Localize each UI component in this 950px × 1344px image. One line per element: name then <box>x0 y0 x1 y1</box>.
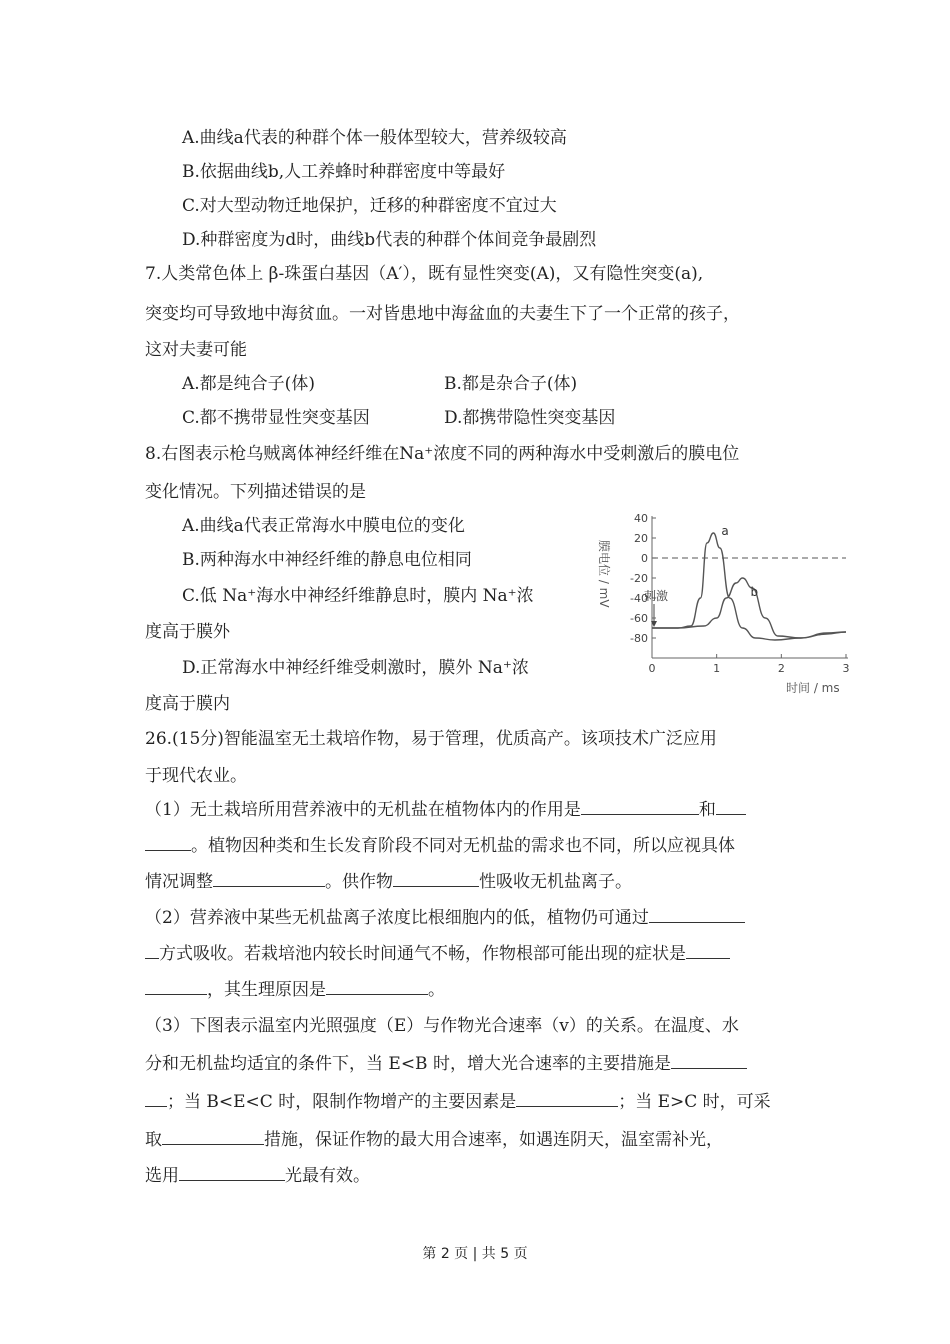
y-tick-label: -20 <box>630 572 648 585</box>
q7-option-c: C.都不携带显性突变基因 <box>182 408 370 428</box>
q26-part1-line2 <box>145 834 735 858</box>
q26-part3-line3 <box>145 1090 771 1114</box>
q26-part3-text-c: ；当 B<E<C 时，限制作物增产的主要因素是 <box>167 1092 517 1112</box>
curve-label-a: a <box>721 524 729 538</box>
q7-stem-line1: 7.人类常色体上 β-珠蛋白基因（A′），既有显性突变(A)，又有隐性突变(a), <box>145 264 704 284</box>
q6-option-b: B.依据曲线b,人工养蜂时种群密度中等最好 <box>182 162 506 182</box>
answer-blank-5b[interactable] <box>145 942 159 959</box>
q26-part3-line2 <box>145 1052 747 1076</box>
q7-option-d: D.都携带隐性突变基因 <box>444 408 616 428</box>
q8-option-c-line2: 度高于膜外 <box>145 622 230 642</box>
q7-option-b: B.都是杂合子(体) <box>444 374 578 394</box>
q26-part1-line1 <box>145 798 746 822</box>
q7-stem-line2: 突变均可导致地中海贫血。一对皆患地中海盆血的夫妻生下了一个正常的孩子， <box>145 304 740 324</box>
page-footer: 第 2 页 | 共 5 页 <box>422 1246 528 1262</box>
q26-part1-text-d: 情况调整 <box>145 872 213 892</box>
y-tick-label: -60 <box>630 612 648 625</box>
answer-blank-1[interactable] <box>581 798 699 815</box>
q8-option-d-line1: D.正常海水中神经纤维受刺激时，膜外 Na⁺浓 <box>182 658 529 678</box>
q8-option-a: A.曲线a代表正常海水中膜电位的变化 <box>182 516 465 536</box>
q26-part3-text-f: 措施，保证作物的最大用合速率，如遇连阴天，温室需补光， <box>264 1130 723 1150</box>
answer-blank-7[interactable] <box>326 978 428 995</box>
q6-option-d: D.种群密度为d时，曲线b代表的种群个体间竞争最剧烈 <box>182 230 597 250</box>
y-tick-label: -40 <box>630 592 648 605</box>
answer-blank-2a[interactable] <box>716 798 746 815</box>
q7-stem-line3: 这对夫妻可能 <box>145 340 247 360</box>
q26-part2-line2 <box>145 942 730 966</box>
answer-blank-8b[interactable] <box>145 1090 167 1107</box>
x-axis-label: 时间 / ms <box>786 681 840 695</box>
q8-stem-line2: 变化情况。下列描述错误的是 <box>145 482 366 502</box>
q6-option-c: C.对大型动物迁地保护，迁移的种群密度不宜过大 <box>182 196 557 216</box>
q26-part2-text-c: ，其生理原因是 <box>207 980 326 1000</box>
q26-part2-line1 <box>145 906 745 930</box>
q26-part3-line5 <box>145 1164 370 1188</box>
q26-part3-text-e: 取 <box>145 1130 162 1150</box>
curve-label-b: b <box>750 585 759 599</box>
q26-part3-line1: （3）下图表示温室内光照强度（E）与作物光合速率（v）的关系。在温度、水 <box>145 1016 739 1036</box>
answer-blank-11[interactable] <box>179 1164 285 1181</box>
q26-part2-line3 <box>145 978 445 1002</box>
y-axis-label: 膜电位 / mV <box>597 540 611 608</box>
q26-part2-text-a: （2）营养液中某些无机盐离子浓度比根细胞内的低，植物仍可通过 <box>145 908 649 928</box>
q26-part1-text-b: 和 <box>698 800 716 820</box>
y-tick-label: 40 <box>634 512 648 525</box>
q26-part3-text-d: ；当 E>C 时，可采 <box>618 1092 771 1112</box>
q26-part1-line3 <box>145 870 632 894</box>
y-tick-label: 20 <box>634 532 648 545</box>
q26-part1-text-e: 。供作物 <box>325 872 393 892</box>
answer-blank-6b[interactable] <box>145 978 207 995</box>
q6-option-a: A.曲线a代表的种群个体一般体型较大，营养级较高 <box>182 128 567 148</box>
q26-part3-line4 <box>145 1128 723 1152</box>
q26-part1-text-a: （1）无土栽培所用营养液中的无机盐在植物体内的作用是 <box>145 800 581 820</box>
chart-series <box>652 524 846 640</box>
answer-blank-6a[interactable] <box>686 942 730 959</box>
stimulus-label: 刺激 <box>644 589 669 603</box>
x-tick-label: 0 <box>648 662 656 675</box>
q8-option-b: B.两种海水中神经纤维的静息电位相同 <box>182 550 472 570</box>
q26-part2-text-d: 。 <box>428 980 445 1000</box>
answer-blank-9[interactable] <box>516 1090 618 1107</box>
q26-part1-text-c: 。植物因种类和生长发育阶段不同对无机盐的需求也不同，所以应视具体 <box>191 836 735 856</box>
q8-option-c-line1: C.低 Na⁺海水中神经纤维静息时，膜内 Na⁺浓 <box>182 586 534 606</box>
q26-part2-text-b: 方式吸收。若栽培池内较长时间通气不畅，作物根部可能出现的症状是 <box>159 944 686 964</box>
q7-option-a: A.都是纯合子(体) <box>182 374 315 394</box>
q8-option-d-line2: 度高于膜内 <box>145 694 230 714</box>
y-tick-label: -80 <box>630 632 648 645</box>
q26-stem-line1: 26.(15分)智能温室无土栽培作物，易于管理，优质高产。该项技术广泛应用 <box>145 729 717 749</box>
x-tick-label: 3 <box>842 662 850 675</box>
answer-blank-8a[interactable] <box>671 1052 747 1069</box>
answer-blank-3[interactable] <box>213 870 325 887</box>
membrane-potential-chart <box>588 508 858 698</box>
q26-stem-line2: 于现代农业。 <box>145 766 247 786</box>
x-tick-label: 1 <box>713 662 721 675</box>
q8-stem-line1: 8.右图表示枪乌贼离体神经纤维在Na⁺浓度不同的两种海水中受刺激后的膜电位 <box>145 444 740 464</box>
q26-part1-text-f: 性吸收无机盐离子。 <box>479 872 632 892</box>
x-tick-label: 2 <box>777 662 785 675</box>
curve-b <box>652 578 846 638</box>
answer-blank-2b[interactable] <box>145 834 191 851</box>
answer-blank-10[interactable] <box>162 1128 264 1145</box>
y-tick-label: 0 <box>641 552 648 565</box>
answer-blank-5a[interactable] <box>649 906 745 923</box>
q26-part3-text-h: 光最有效。 <box>285 1166 370 1186</box>
q26-part3-text-g: 选用 <box>145 1166 179 1186</box>
q26-part3-text-b: 分和无机盐均适宜的条件下，当 E<B 时，增大光合速率的主要措施是 <box>145 1054 671 1074</box>
answer-blank-4[interactable] <box>393 870 479 887</box>
